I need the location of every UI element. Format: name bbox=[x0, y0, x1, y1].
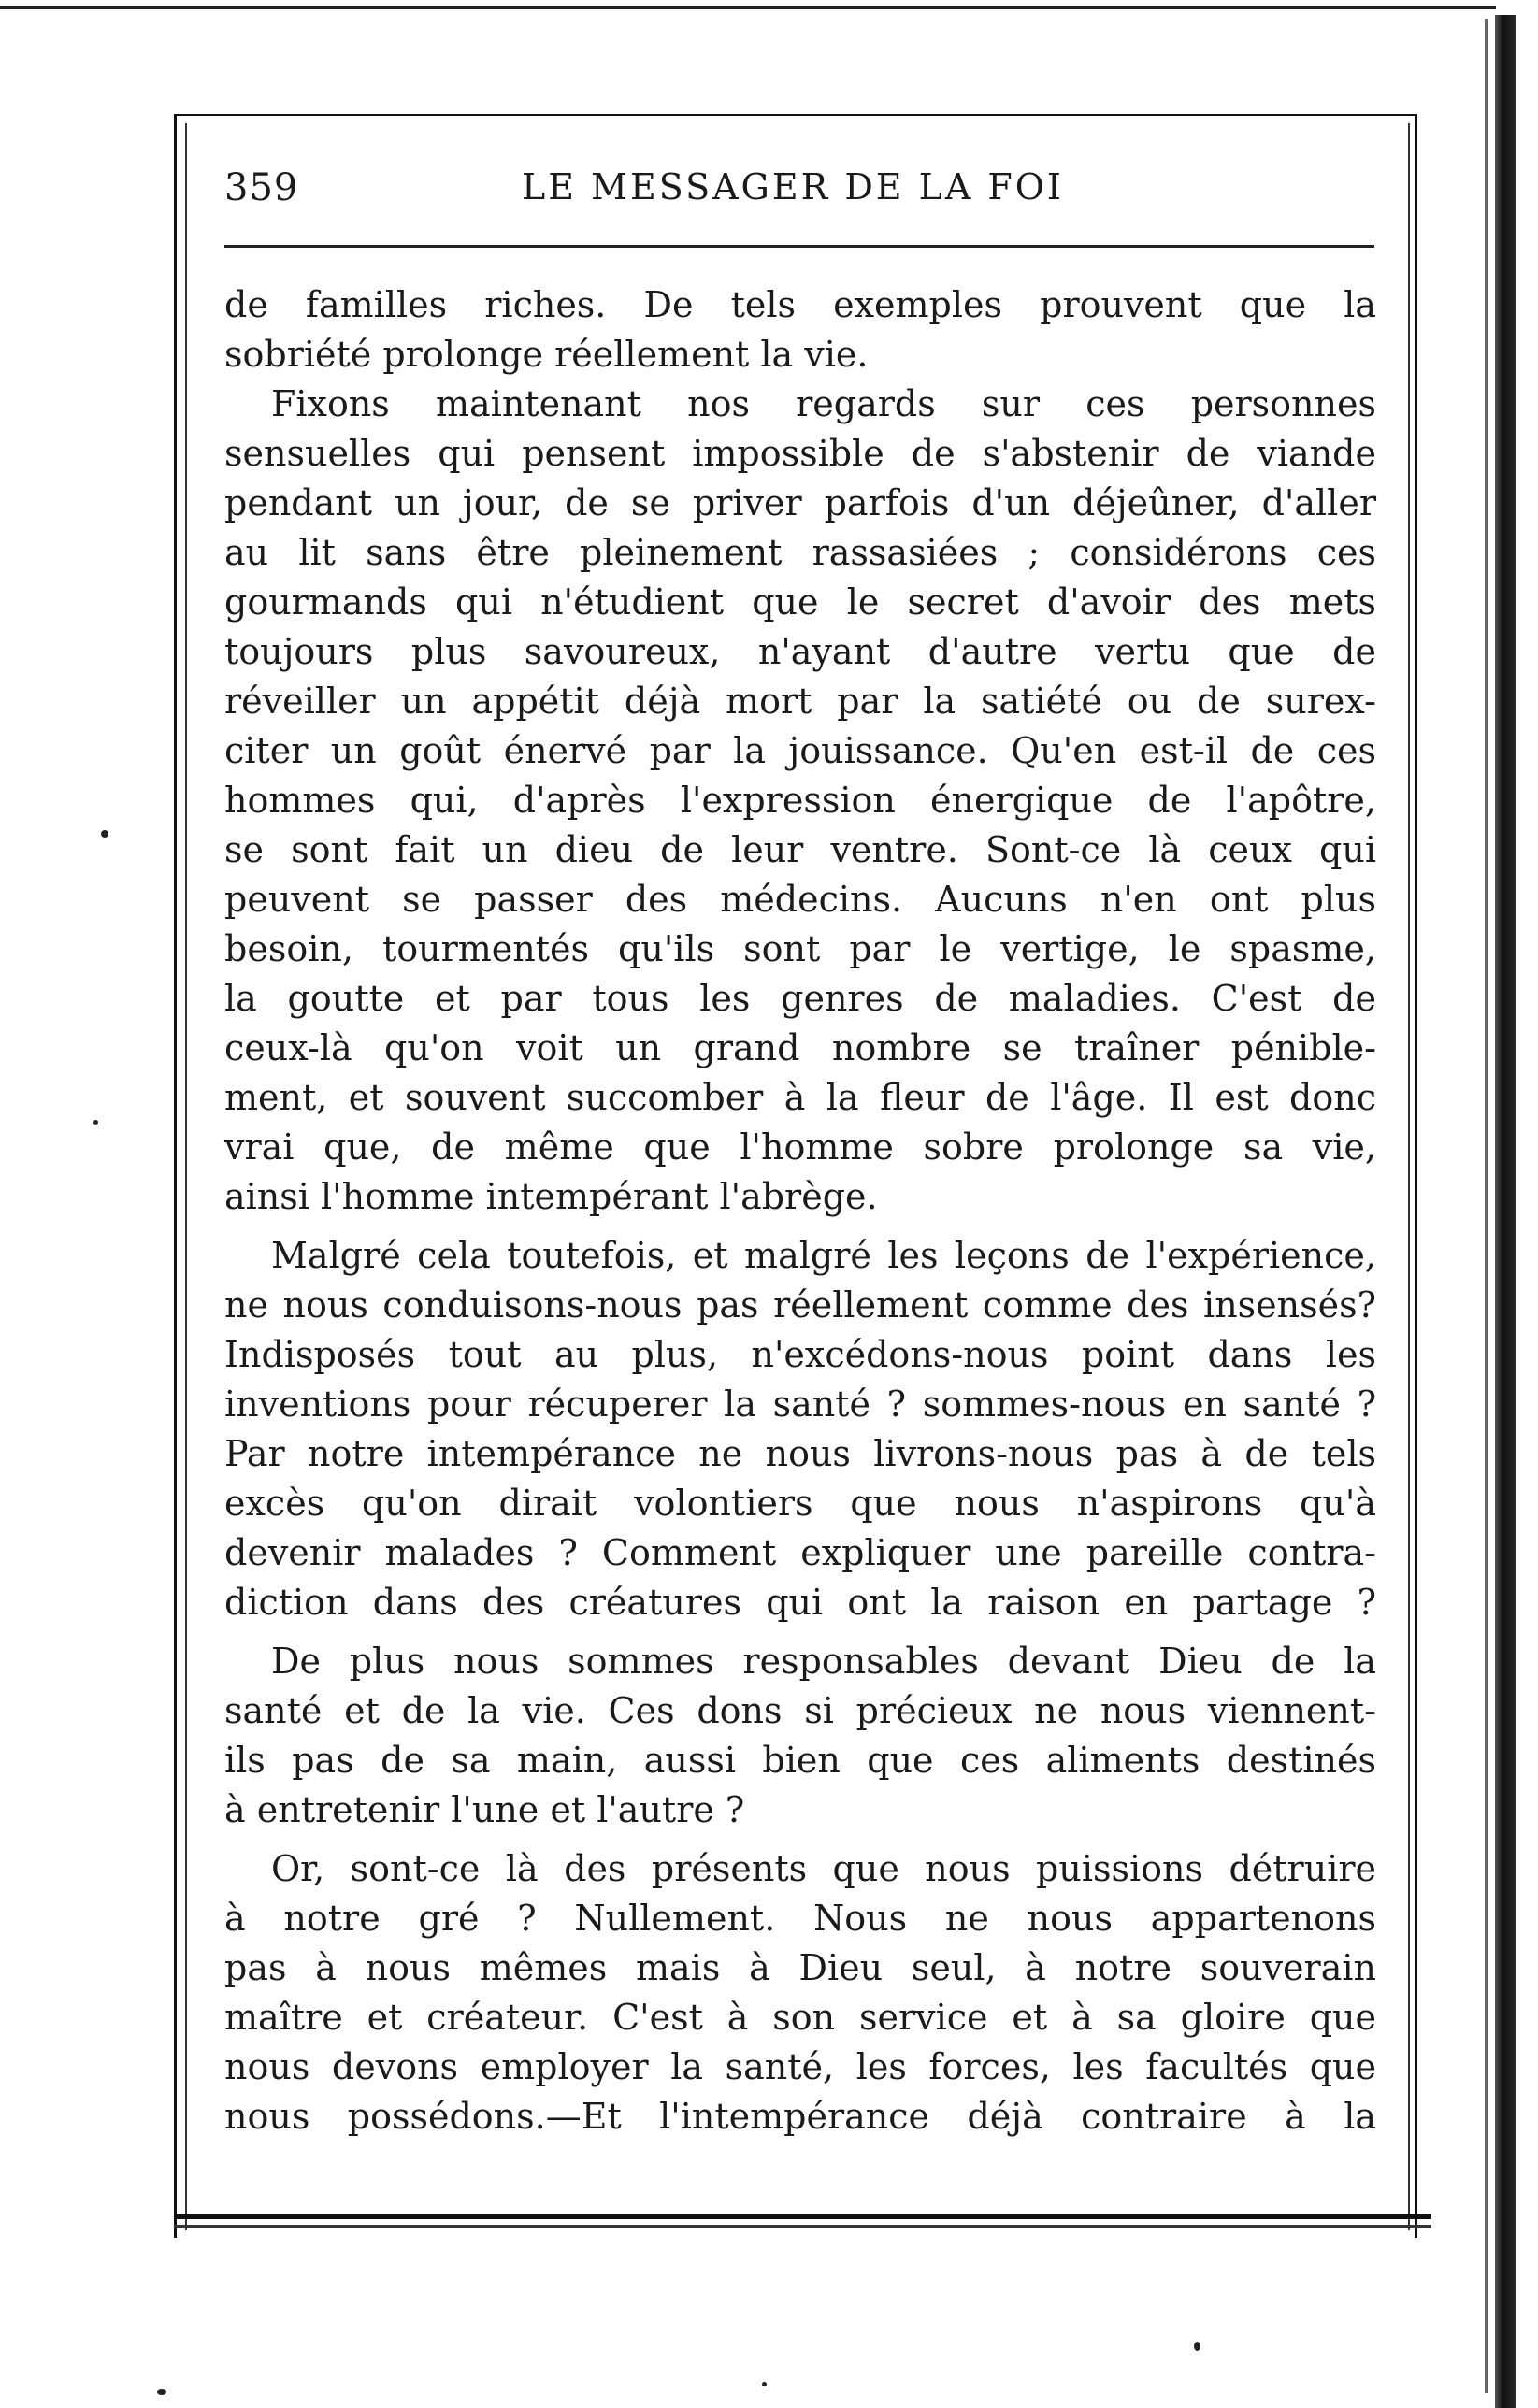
text-line: santé et de la vie. Ces dons si précieux ne nous viennent- bbox=[224, 1690, 1376, 1731]
text-line: maître et créateur. C'est à son service et à sa gloire que bbox=[224, 1997, 1376, 2038]
text-line: sensuelles qui pensent impossible de s'abstenir de viande bbox=[224, 433, 1376, 474]
scan-speck bbox=[1194, 2342, 1200, 2351]
running-title: LE MESSAGER DE LA FOI bbox=[522, 166, 1064, 208]
running-head bbox=[224, 157, 1374, 213]
text-line: se sont fait un dieu de leur ventre. Sont-ce là ceux qui bbox=[224, 829, 1376, 870]
page-number: 359 bbox=[224, 166, 299, 209]
text-line: besoin, tourmentés qu'ils sont par le vertige, le spasme, bbox=[224, 928, 1376, 969]
text-line: De plus nous sommes responsables devant Dieu de la bbox=[271, 1641, 1376, 1682]
text-line: Fixons maintenant nos regards sur ces personnes bbox=[271, 383, 1376, 424]
text-line: sobriété prolonge réellement la vie. bbox=[224, 334, 869, 375]
text-line: ceux-là qu'on voit un grand nombre se traîner pénible- bbox=[224, 1027, 1376, 1068]
text-line: nous devons employer la santé, les forces, les facultés que bbox=[224, 2046, 1376, 2087]
page-top-rule bbox=[0, 6, 1496, 9]
scan-edge-line bbox=[1485, 19, 1488, 2393]
header-rule bbox=[224, 245, 1374, 248]
text-line: au lit sans être pleinement rassasiées ; considérons ces bbox=[224, 532, 1376, 573]
text-line: hommes qui, d'après l'expression énergique de l'apôtre, bbox=[224, 780, 1376, 821]
page-bottom-rule bbox=[174, 2214, 1431, 2219]
text-line: citer un goût énervé par la jouissance. Qu'en est-il de ces bbox=[224, 730, 1376, 771]
text-line: à notre gré ? Nullement. Nous ne nous appartenons bbox=[224, 1898, 1376, 1939]
text-line: toujours plus savoureux, n'ayant d'autre vertu que de bbox=[224, 631, 1376, 672]
scan-speck bbox=[157, 2389, 166, 2395]
text-line: gourmands qui n'étudient que le secret d'avoir des mets bbox=[224, 581, 1376, 623]
text-line: peuvent se passer des médecins. Aucuns n'en ont plus bbox=[224, 879, 1376, 920]
text-line: la goutte et par tous les genres de maladies. C'est de bbox=[224, 978, 1376, 1019]
scan-speck bbox=[101, 830, 108, 838]
page-bottom-rule-thin bbox=[174, 2225, 1431, 2228]
text-line: nous possédons.—Et l'intempérance déjà contraire à la bbox=[224, 2096, 1376, 2137]
text-line: Indisposés tout au plus, n'excédons-nous point dans les bbox=[224, 1334, 1376, 1375]
text-line: Or, sont-ce là des présents que nous puissions détruire bbox=[271, 1848, 1376, 1889]
text-line: diction dans des créatures qui ont la raison en partage ? bbox=[224, 1582, 1376, 1623]
text-line: ne nous conduisons-nous pas réellement comme des insensés? bbox=[224, 1284, 1376, 1326]
text-line: ils pas de sa main, aussi bien que ces aliments destinés bbox=[224, 1740, 1376, 1781]
text-line: pendant un jour, de se priver parfois d'un déjeûner, d'aller bbox=[224, 482, 1376, 523]
text-line: réveiller un appétit déjà mort par la satiété ou de surex- bbox=[224, 681, 1376, 722]
text-line: ment, et souvent succomber à la fleur de l'âge. Il est donc bbox=[224, 1077, 1376, 1118]
text-line: vrai que, de même que l'homme sobre prolonge sa vie, bbox=[224, 1126, 1376, 1168]
text-line: pas à nous mêmes mais à Dieu seul, à notre souverain bbox=[224, 1947, 1376, 1988]
body-text bbox=[224, 280, 1376, 2142]
text-line: excès qu'on dirait volontiers que nous n'aspirons qu'à bbox=[224, 1483, 1376, 1524]
scan-edge-strip bbox=[1495, 15, 1516, 2408]
scan-speck bbox=[762, 2382, 767, 2386]
text-line: devenir malades ? Comment expliquer une pareille contra- bbox=[224, 1532, 1376, 1573]
scan-speck bbox=[93, 1120, 98, 1125]
text-line: inventions pour récuperer la santé ? sommes-nous en santé ? bbox=[224, 1383, 1376, 1425]
text-line: ainsi l'homme intempérant l'abrège. bbox=[224, 1176, 878, 1217]
text-line: de familles riches. De tels exemples prouvent que la bbox=[224, 284, 1376, 325]
text-line: Malgré cela toutefois, et malgré les leçons de l'expérience, bbox=[271, 1235, 1376, 1276]
text-line: Par notre intempérance ne nous livrons-nous pas à de tels bbox=[224, 1433, 1376, 1474]
text-line: à entretenir l'une et l'autre ? bbox=[224, 1789, 745, 1830]
